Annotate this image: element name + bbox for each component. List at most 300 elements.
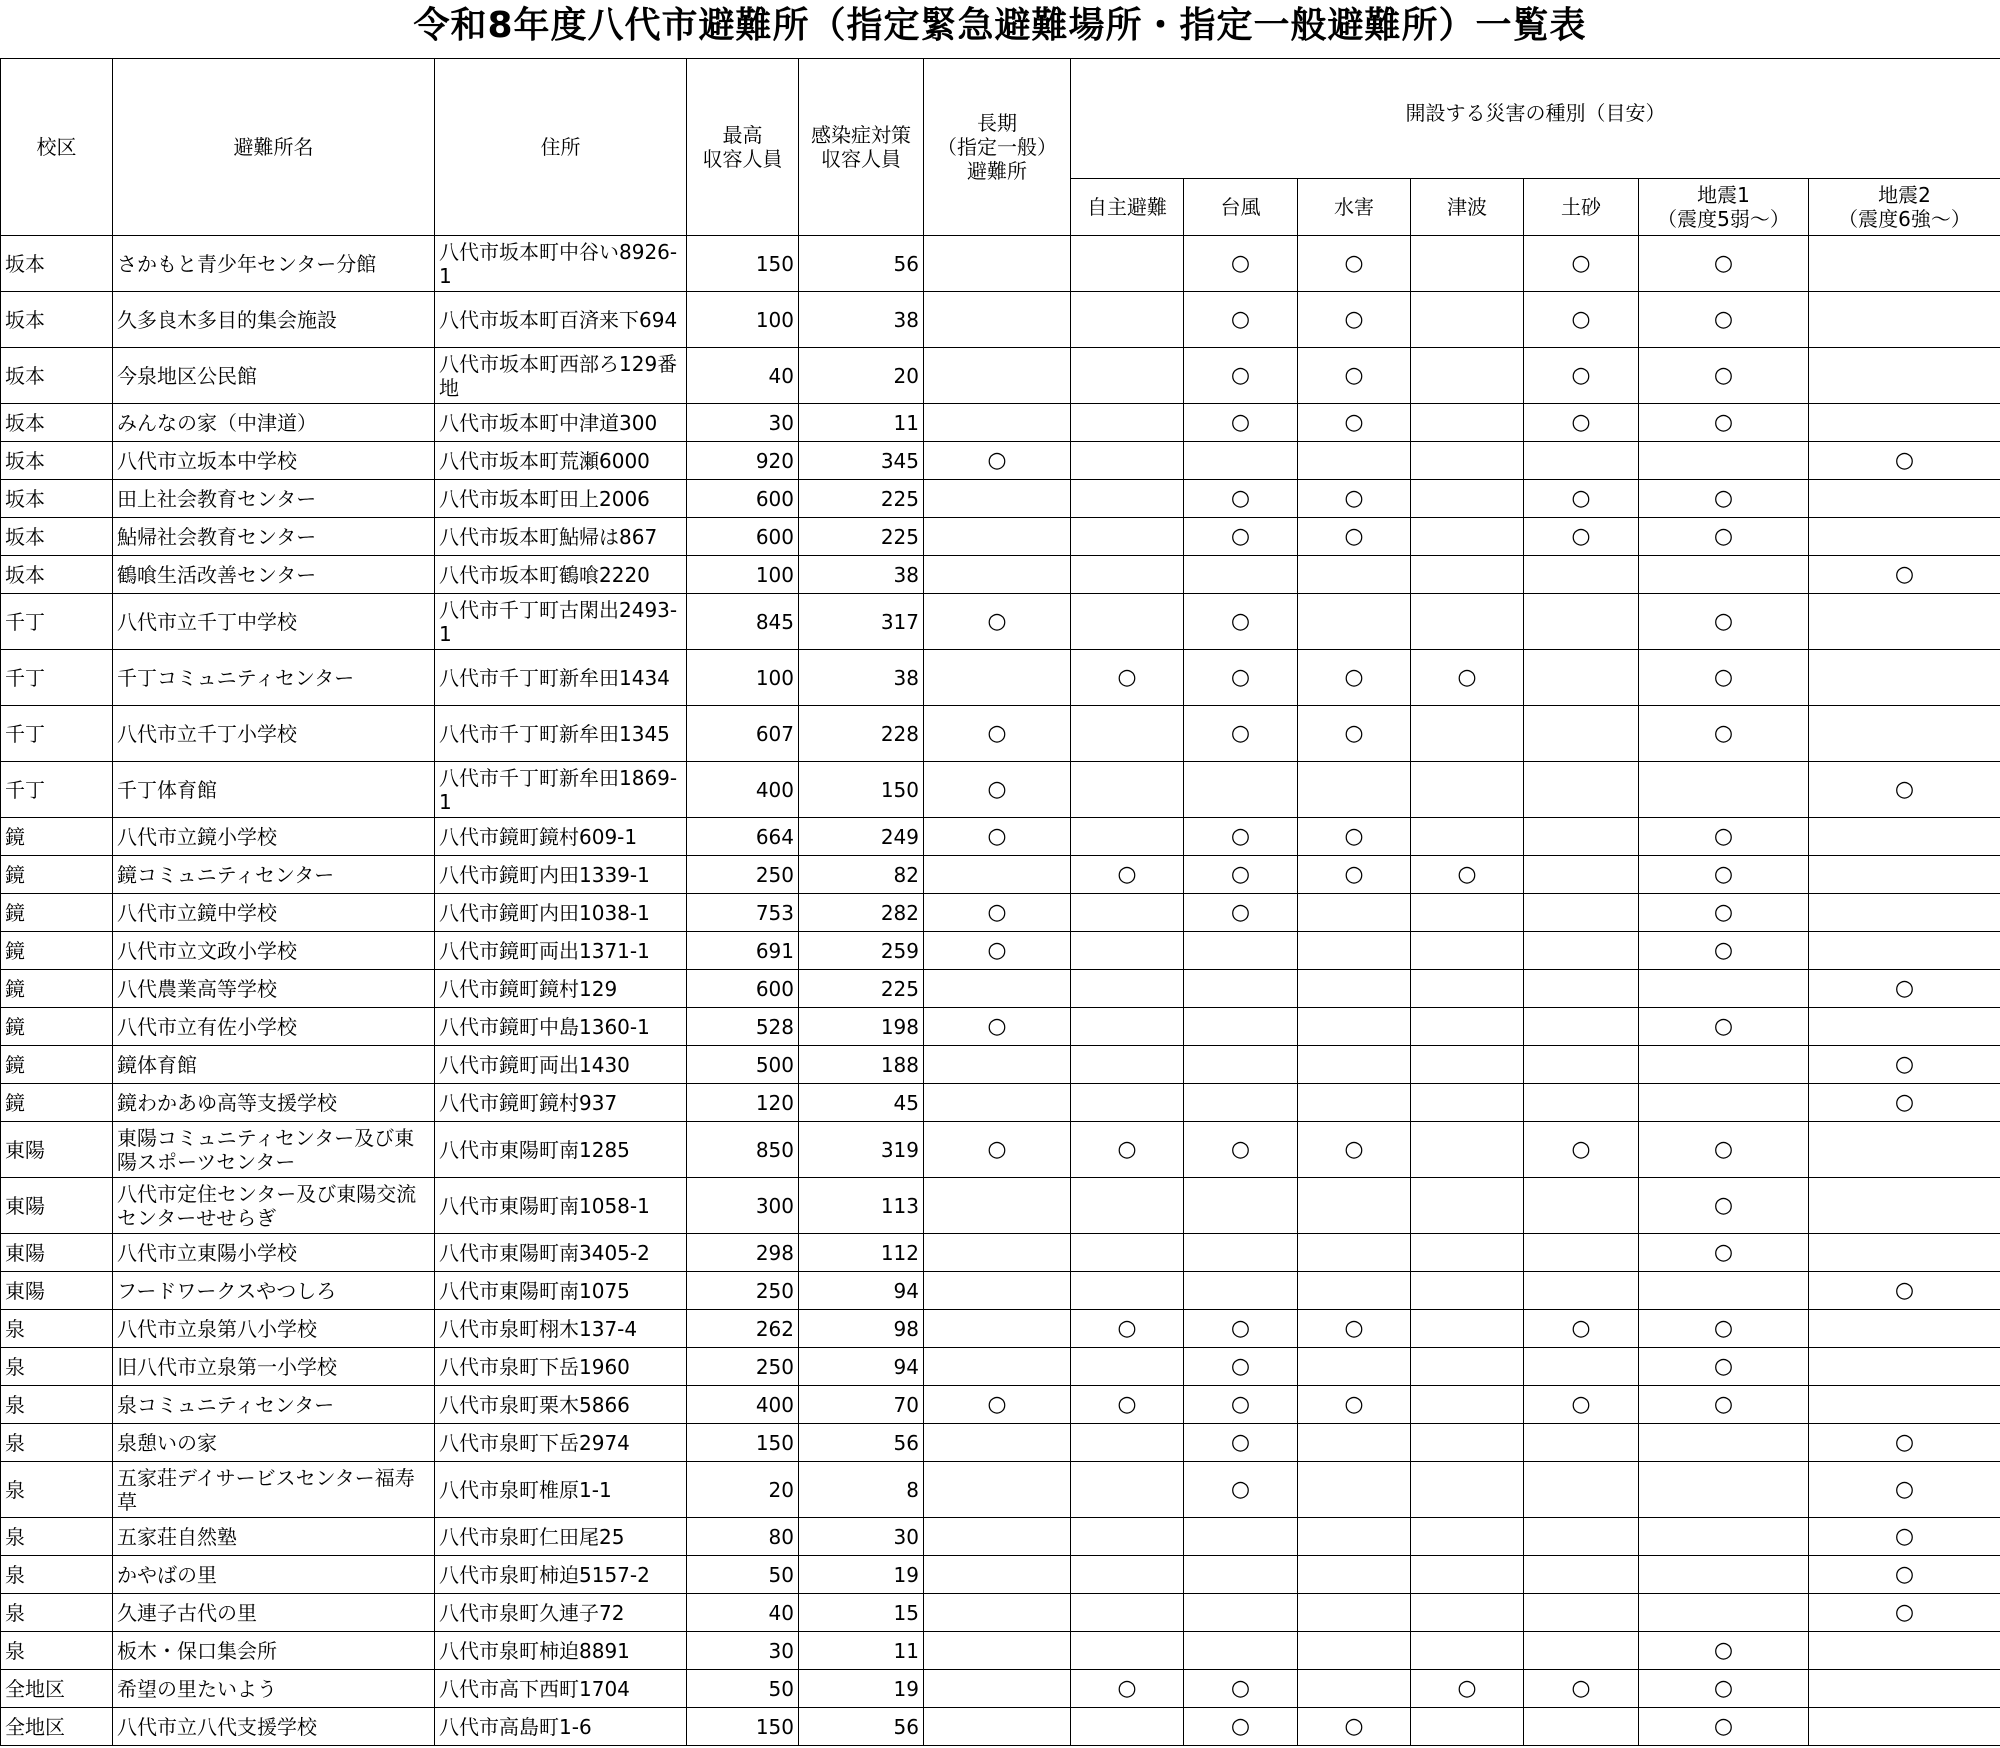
- district-cell: 坂本: [1, 236, 113, 292]
- infection-capacity-cell: 11: [799, 1632, 924, 1670]
- infection-capacity-cell: 112: [799, 1234, 924, 1272]
- shelter-name-cell: 八代市立東陽小学校: [113, 1234, 435, 1272]
- mark-cell-typhoon: ○: [1184, 348, 1298, 404]
- shelter-name-cell: フードワークスやつしろ: [113, 1272, 435, 1310]
- mark-cell-typhoon: [1184, 1234, 1298, 1272]
- mark-cell-long-term: [924, 1234, 1071, 1272]
- mark-cell-typhoon: ○: [1184, 480, 1298, 518]
- mark-cell-long-term: [924, 404, 1071, 442]
- mark-cell-tsunami: [1411, 1272, 1524, 1310]
- mark-cell-typhoon: ○: [1184, 650, 1298, 706]
- address-cell: 八代市千丁町新牟田1869-1: [435, 762, 687, 818]
- mark-cell-earthquake-1: ○: [1639, 932, 1809, 970]
- table-row: [1, 894, 2000, 932]
- mark-cell-landslide: [1524, 1272, 1639, 1310]
- mark-cell-long-term: [924, 348, 1071, 404]
- address-cell: 八代市泉町下岳2974: [435, 1424, 687, 1462]
- mark-cell-earthquake-1: ○: [1639, 1178, 1809, 1234]
- mark-cell-typhoon: [1184, 1046, 1298, 1084]
- mark-cell-earthquake-2: ○: [1809, 556, 2000, 594]
- infection-capacity-cell: 30: [799, 1518, 924, 1556]
- mark-cell-landslide: [1524, 762, 1639, 818]
- address-cell: 八代市鏡町内田1339-1: [435, 856, 687, 894]
- district-cell: 東陽: [1, 1272, 113, 1310]
- mark-cell-earthquake-2: [1809, 1234, 2000, 1272]
- mark-cell-landslide: [1524, 442, 1639, 480]
- mark-cell-flood: [1298, 1348, 1411, 1386]
- mark-cell-earthquake-2: [1809, 1708, 2000, 1746]
- mark-cell-landslide: [1524, 932, 1639, 970]
- header-disaster-tsunami: [1411, 179, 1524, 236]
- shelter-name-cell: みんなの家（中津道）: [113, 404, 435, 442]
- mark-cell-long-term: [924, 1272, 1071, 1310]
- shelter-name-cell: 今泉地区公民館: [113, 348, 435, 404]
- mark-cell-landslide: [1524, 594, 1639, 650]
- address-cell: 八代市泉町栩木137-4: [435, 1310, 687, 1348]
- mark-cell-tsunami: [1411, 594, 1524, 650]
- table-row: [1, 1424, 2000, 1462]
- address-cell: 八代市高下西町1704: [435, 1670, 687, 1708]
- infection-capacity-cell: 94: [799, 1348, 924, 1386]
- mark-cell-landslide: [1524, 1084, 1639, 1122]
- mark-cell-earthquake-1: [1639, 1046, 1809, 1084]
- infection-capacity-cell: 98: [799, 1310, 924, 1348]
- mark-cell-tsunami: [1411, 1708, 1524, 1746]
- infection-capacity-cell: 225: [799, 480, 924, 518]
- shelter-name-cell: 鮎帰社会教育センター: [113, 518, 435, 556]
- table-row: [1, 818, 2000, 856]
- mark-cell-tsunami: [1411, 1122, 1524, 1178]
- max-capacity-cell: 920: [687, 442, 799, 480]
- mark-cell-tsunami: [1411, 1008, 1524, 1046]
- mark-cell-earthquake-2: ○: [1809, 970, 2000, 1008]
- mark-cell-voluntary: [1071, 1518, 1184, 1556]
- infection-capacity-cell: 188: [799, 1046, 924, 1084]
- shelter-name-cell: 八代市立有佐小学校: [113, 1008, 435, 1046]
- shelter-name-cell: 鶴喰生活改善センター: [113, 556, 435, 594]
- infection-capacity-cell: 225: [799, 518, 924, 556]
- mark-cell-voluntary: [1071, 480, 1184, 518]
- address-cell: 八代市高島町1-6: [435, 1708, 687, 1746]
- mark-cell-earthquake-1: [1639, 1084, 1809, 1122]
- mark-cell-earthquake-2: ○: [1809, 1594, 2000, 1632]
- table-row: [1, 650, 2000, 706]
- district-cell: 千丁: [1, 650, 113, 706]
- mark-cell-typhoon: [1184, 442, 1298, 480]
- district-cell: 東陽: [1, 1234, 113, 1272]
- mark-cell-earthquake-1: ○: [1639, 236, 1809, 292]
- shelter-name-cell: 希望の里たいよう: [113, 1670, 435, 1708]
- mark-cell-earthquake-2: [1809, 1386, 2000, 1424]
- mark-cell-tsunami: [1411, 1594, 1524, 1632]
- table-row: [1, 404, 2000, 442]
- table-row: [1, 348, 2000, 404]
- mark-cell-long-term: [924, 1462, 1071, 1518]
- shelter-name-cell: 鏡体育館: [113, 1046, 435, 1084]
- mark-cell-flood: [1298, 1046, 1411, 1084]
- mark-cell-long-term: [924, 556, 1071, 594]
- header-infection-capacity: [799, 59, 924, 236]
- mark-cell-flood: ○: [1298, 1386, 1411, 1424]
- header-district: 校区: [1, 59, 113, 236]
- mark-cell-landslide: [1524, 1046, 1639, 1084]
- mark-cell-landslide: ○: [1524, 292, 1639, 348]
- mark-cell-tsunami: [1411, 442, 1524, 480]
- max-capacity-cell: 850: [687, 1122, 799, 1178]
- infection-capacity-cell: 11: [799, 404, 924, 442]
- mark-cell-earthquake-2: ○: [1809, 1556, 2000, 1594]
- shelter-name-cell: 東陽コミュニティセンター及び東陽スポーツセンター: [113, 1122, 435, 1178]
- table-row: [1, 1518, 2000, 1556]
- district-cell: 東陽: [1, 1122, 113, 1178]
- mark-cell-long-term: [924, 1046, 1071, 1084]
- mark-cell-earthquake-1: ○: [1639, 518, 1809, 556]
- mark-cell-tsunami: [1411, 1178, 1524, 1234]
- mark-cell-long-term: ○: [924, 442, 1071, 480]
- mark-cell-flood: [1298, 894, 1411, 932]
- mark-cell-tsunami: [1411, 480, 1524, 518]
- mark-cell-flood: [1298, 442, 1411, 480]
- mark-cell-landslide: [1524, 894, 1639, 932]
- mark-cell-landslide: [1524, 1462, 1639, 1518]
- infection-capacity-cell: 82: [799, 856, 924, 894]
- table-row: [1, 1122, 2000, 1178]
- table-row: [1, 1670, 2000, 1708]
- table-row: [1, 856, 2000, 894]
- mark-cell-earthquake-2: ○: [1809, 1424, 2000, 1462]
- shelter-name-cell: 八代市立坂本中学校: [113, 442, 435, 480]
- infection-capacity-cell: 38: [799, 650, 924, 706]
- mark-cell-landslide: ○: [1524, 480, 1639, 518]
- mark-cell-long-term: [924, 1594, 1071, 1632]
- table-row: [1, 706, 2000, 762]
- mark-cell-tsunami: [1411, 1234, 1524, 1272]
- mark-cell-long-term: [924, 1632, 1071, 1670]
- district-cell: 千丁: [1, 762, 113, 818]
- mark-cell-typhoon: [1184, 1518, 1298, 1556]
- mark-cell-tsunami: ○: [1411, 1670, 1524, 1708]
- mark-cell-landslide: ○: [1524, 518, 1639, 556]
- mark-cell-tsunami: [1411, 1046, 1524, 1084]
- mark-cell-tsunami: [1411, 970, 1524, 1008]
- mark-cell-tsunami: [1411, 1084, 1524, 1122]
- max-capacity-cell: 100: [687, 650, 799, 706]
- mark-cell-landslide: [1524, 706, 1639, 762]
- district-cell: 鏡: [1, 932, 113, 970]
- mark-cell-flood: ○: [1298, 856, 1411, 894]
- mark-cell-earthquake-2: [1809, 292, 2000, 348]
- mark-cell-landslide: ○: [1524, 1122, 1639, 1178]
- address-cell: 八代市鏡町鏡村937: [435, 1084, 687, 1122]
- table-row: [1, 556, 2000, 594]
- district-cell: 泉: [1, 1632, 113, 1670]
- max-capacity-cell: 298: [687, 1234, 799, 1272]
- mark-cell-typhoon: [1184, 1178, 1298, 1234]
- shelter-name-cell: 泉憩いの家: [113, 1424, 435, 1462]
- table-row: [1, 518, 2000, 556]
- mark-cell-tsunami: [1411, 1518, 1524, 1556]
- mark-cell-earthquake-2: ○: [1809, 442, 2000, 480]
- infection-capacity-cell: 56: [799, 236, 924, 292]
- mark-cell-typhoon: ○: [1184, 1122, 1298, 1178]
- infection-capacity-cell: 19: [799, 1670, 924, 1708]
- address-cell: 八代市泉町栗木5866: [435, 1386, 687, 1424]
- mark-cell-earthquake-1: ○: [1639, 1670, 1809, 1708]
- mark-cell-earthquake-2: [1809, 518, 2000, 556]
- table-row: [1, 442, 2000, 480]
- district-cell: 泉: [1, 1386, 113, 1424]
- mark-cell-flood: [1298, 1556, 1411, 1594]
- mark-cell-long-term: ○: [924, 594, 1071, 650]
- mark-cell-earthquake-1: [1639, 1556, 1809, 1594]
- mark-cell-typhoon: [1184, 1594, 1298, 1632]
- mark-cell-tsunami: [1411, 556, 1524, 594]
- district-cell: 泉: [1, 1310, 113, 1348]
- shelter-name-cell: 久連子古代の里: [113, 1594, 435, 1632]
- address-cell: 八代市鏡町両出1371-1: [435, 932, 687, 970]
- address-cell: 八代市鏡町鏡村129: [435, 970, 687, 1008]
- mark-cell-landslide: [1524, 1632, 1639, 1670]
- table-row: [1, 594, 2000, 650]
- mark-cell-voluntary: [1071, 594, 1184, 650]
- mark-cell-flood: ○: [1298, 348, 1411, 404]
- address-cell: 八代市坂本町中津道300: [435, 404, 687, 442]
- mark-cell-typhoon: [1184, 762, 1298, 818]
- mark-cell-earthquake-1: ○: [1639, 894, 1809, 932]
- mark-cell-flood: [1298, 1462, 1411, 1518]
- shelter-table-body: [1, 236, 2000, 1746]
- header-disaster-label: 自主避難: [1087, 195, 1167, 219]
- mark-cell-earthquake-2: [1809, 480, 2000, 518]
- shelter-name-cell: さかもと青少年センター分館: [113, 236, 435, 292]
- table-row: [1, 932, 2000, 970]
- district-cell: 東陽: [1, 1178, 113, 1234]
- mark-cell-typhoon: [1184, 556, 1298, 594]
- mark-cell-earthquake-1: ○: [1639, 1386, 1809, 1424]
- address-cell: 八代市鏡町鏡村609-1: [435, 818, 687, 856]
- mark-cell-typhoon: [1184, 1084, 1298, 1122]
- infection-capacity-cell: 198: [799, 1008, 924, 1046]
- address-cell: 八代市泉町久連子72: [435, 1594, 687, 1632]
- mark-cell-long-term: [924, 650, 1071, 706]
- shelter-name-cell: 千丁コミュニティセンター: [113, 650, 435, 706]
- district-cell: 鏡: [1, 1084, 113, 1122]
- mark-cell-typhoon: ○: [1184, 236, 1298, 292]
- mark-cell-long-term: ○: [924, 818, 1071, 856]
- header-shelter-name: 避難所名: [113, 59, 435, 236]
- address-cell: 八代市千丁町新牟田1345: [435, 706, 687, 762]
- mark-cell-earthquake-2: [1809, 236, 2000, 292]
- mark-cell-long-term: [924, 1708, 1071, 1746]
- table-row: [1, 1556, 2000, 1594]
- mark-cell-earthquake-1: ○: [1639, 1008, 1809, 1046]
- mark-cell-earthquake-2: [1809, 1632, 2000, 1670]
- infection-capacity-cell: 228: [799, 706, 924, 762]
- mark-cell-flood: [1298, 1670, 1411, 1708]
- district-cell: 坂本: [1, 404, 113, 442]
- address-cell: 八代市泉町仁田尾25: [435, 1518, 687, 1556]
- mark-cell-voluntary: [1071, 970, 1184, 1008]
- district-cell: 坂本: [1, 442, 113, 480]
- mark-cell-flood: [1298, 932, 1411, 970]
- mark-cell-landslide: [1524, 650, 1639, 706]
- mark-cell-typhoon: [1184, 1556, 1298, 1594]
- mark-cell-voluntary: ○: [1071, 1310, 1184, 1348]
- table-row: [1, 1272, 2000, 1310]
- infection-capacity-cell: 8: [799, 1462, 924, 1518]
- mark-cell-typhoon: [1184, 1008, 1298, 1046]
- table-row: [1, 1178, 2000, 1234]
- table-row: [1, 292, 2000, 348]
- mark-cell-earthquake-1: [1639, 1518, 1809, 1556]
- mark-cell-earthquake-1: [1639, 442, 1809, 480]
- header-max-capacity: [687, 59, 799, 236]
- mark-cell-long-term: [924, 518, 1071, 556]
- max-capacity-cell: 150: [687, 236, 799, 292]
- mark-cell-flood: ○: [1298, 292, 1411, 348]
- district-cell: 坂本: [1, 348, 113, 404]
- mark-cell-typhoon: [1184, 1272, 1298, 1310]
- mark-cell-tsunami: [1411, 894, 1524, 932]
- mark-cell-voluntary: [1071, 236, 1184, 292]
- mark-cell-voluntary: [1071, 348, 1184, 404]
- infection-capacity-cell: 70: [799, 1386, 924, 1424]
- max-capacity-cell: 300: [687, 1178, 799, 1234]
- mark-cell-long-term: [924, 480, 1071, 518]
- mark-cell-earthquake-2: ○: [1809, 1518, 2000, 1556]
- mark-cell-typhoon: ○: [1184, 594, 1298, 650]
- max-capacity-cell: 400: [687, 762, 799, 818]
- address-cell: 八代市東陽町南1285: [435, 1122, 687, 1178]
- mark-cell-earthquake-2: [1809, 650, 2000, 706]
- infection-capacity-cell: 150: [799, 762, 924, 818]
- infection-capacity-cell: 15: [799, 1594, 924, 1632]
- mark-cell-flood: ○: [1298, 1708, 1411, 1746]
- mark-cell-landslide: ○: [1524, 1310, 1639, 1348]
- mark-cell-long-term: [924, 1518, 1071, 1556]
- shelter-name-cell: 泉コミュニティセンター: [113, 1386, 435, 1424]
- mark-cell-landslide: [1524, 1708, 1639, 1746]
- address-cell: 八代市鏡町中島1360-1: [435, 1008, 687, 1046]
- mark-cell-flood: [1298, 1272, 1411, 1310]
- mark-cell-flood: [1298, 1234, 1411, 1272]
- page-title: 令和8年度八代市避難所（指定緊急避難場所・指定一般避難所）一覧表: [413, 5, 1587, 46]
- infection-capacity-cell: 317: [799, 594, 924, 650]
- mark-cell-earthquake-1: [1639, 1424, 1809, 1462]
- mark-cell-tsunami: [1411, 1348, 1524, 1386]
- mark-cell-flood: [1298, 1632, 1411, 1670]
- mark-cell-flood: [1298, 762, 1411, 818]
- address-cell: 八代市坂本町田上2006: [435, 480, 687, 518]
- mark-cell-landslide: [1524, 1518, 1639, 1556]
- mark-cell-voluntary: [1071, 932, 1184, 970]
- mark-cell-flood: ○: [1298, 404, 1411, 442]
- max-capacity-cell: 250: [687, 856, 799, 894]
- mark-cell-tsunami: [1411, 1424, 1524, 1462]
- max-capacity-cell: 120: [687, 1084, 799, 1122]
- max-capacity-cell: 528: [687, 1008, 799, 1046]
- mark-cell-long-term: [924, 1310, 1071, 1348]
- mark-cell-landslide: ○: [1524, 404, 1639, 442]
- shelter-name-cell: 八代市立八代支援学校: [113, 1708, 435, 1746]
- mark-cell-earthquake-1: [1639, 556, 1809, 594]
- header-disaster-flood: [1298, 179, 1411, 236]
- mark-cell-tsunami: [1411, 1556, 1524, 1594]
- mark-cell-tsunami: [1411, 518, 1524, 556]
- mark-cell-earthquake-1: ○: [1639, 404, 1809, 442]
- address-cell: 八代市鏡町両出1430: [435, 1046, 687, 1084]
- table-row: [1, 1462, 2000, 1518]
- mark-cell-earthquake-2: [1809, 1670, 2000, 1708]
- shelter-table: [0, 58, 2000, 1746]
- mark-cell-flood: [1298, 556, 1411, 594]
- header-disaster-label: 地震1 （震度5弱～）: [1657, 183, 1790, 231]
- mark-cell-flood: ○: [1298, 706, 1411, 762]
- shelter-name-cell: 田上社会教育センター: [113, 480, 435, 518]
- shelter-name-cell: 八代市立千丁小学校: [113, 706, 435, 762]
- district-cell: 坂本: [1, 480, 113, 518]
- mark-cell-earthquake-2: [1809, 706, 2000, 762]
- mark-cell-voluntary: ○: [1071, 650, 1184, 706]
- table-row: [1, 480, 2000, 518]
- mark-cell-earthquake-1: ○: [1639, 856, 1809, 894]
- mark-cell-earthquake-2: [1809, 894, 2000, 932]
- district-cell: 坂本: [1, 556, 113, 594]
- infection-capacity-cell: 45: [799, 1084, 924, 1122]
- table-row: [1, 1084, 2000, 1122]
- shelter-name-cell: 旧八代市立泉第一小学校: [113, 1348, 435, 1386]
- mark-cell-earthquake-1: ○: [1639, 1348, 1809, 1386]
- max-capacity-cell: 50: [687, 1670, 799, 1708]
- mark-cell-typhoon: ○: [1184, 1348, 1298, 1386]
- district-cell: 鏡: [1, 1046, 113, 1084]
- mark-cell-voluntary: [1071, 762, 1184, 818]
- mark-cell-long-term: [924, 1178, 1071, 1234]
- mark-cell-tsunami: [1411, 1310, 1524, 1348]
- mark-cell-tsunami: [1411, 706, 1524, 762]
- mark-cell-landslide: [1524, 970, 1639, 1008]
- shelter-name-cell: 八代市立文政小学校: [113, 932, 435, 970]
- mark-cell-flood: ○: [1298, 518, 1411, 556]
- mark-cell-earthquake-2: [1809, 404, 2000, 442]
- mark-cell-flood: ○: [1298, 236, 1411, 292]
- mark-cell-tsunami: [1411, 348, 1524, 404]
- mark-cell-earthquake-1: ○: [1639, 818, 1809, 856]
- mark-cell-tsunami: [1411, 236, 1524, 292]
- mark-cell-flood: ○: [1298, 818, 1411, 856]
- mark-cell-flood: [1298, 1518, 1411, 1556]
- mark-cell-long-term: ○: [924, 706, 1071, 762]
- district-cell: 鏡: [1, 970, 113, 1008]
- mark-cell-landslide: [1524, 1424, 1639, 1462]
- mark-cell-landslide: [1524, 818, 1639, 856]
- shelter-name-cell: 八代市立鏡小学校: [113, 818, 435, 856]
- mark-cell-earthquake-2: ○: [1809, 1046, 2000, 1084]
- mark-cell-flood: [1298, 1594, 1411, 1632]
- mark-cell-typhoon: ○: [1184, 1386, 1298, 1424]
- mark-cell-landslide: ○: [1524, 236, 1639, 292]
- infection-capacity-cell: 56: [799, 1424, 924, 1462]
- infection-capacity-cell: 38: [799, 556, 924, 594]
- mark-cell-voluntary: [1071, 1234, 1184, 1272]
- mark-cell-flood: [1298, 970, 1411, 1008]
- mark-cell-landslide: [1524, 1234, 1639, 1272]
- mark-cell-earthquake-1: ○: [1639, 650, 1809, 706]
- district-cell: 鏡: [1, 1008, 113, 1046]
- mark-cell-flood: [1298, 1084, 1411, 1122]
- table-row: [1, 762, 2000, 818]
- address-cell: 八代市坂本町荒瀬6000: [435, 442, 687, 480]
